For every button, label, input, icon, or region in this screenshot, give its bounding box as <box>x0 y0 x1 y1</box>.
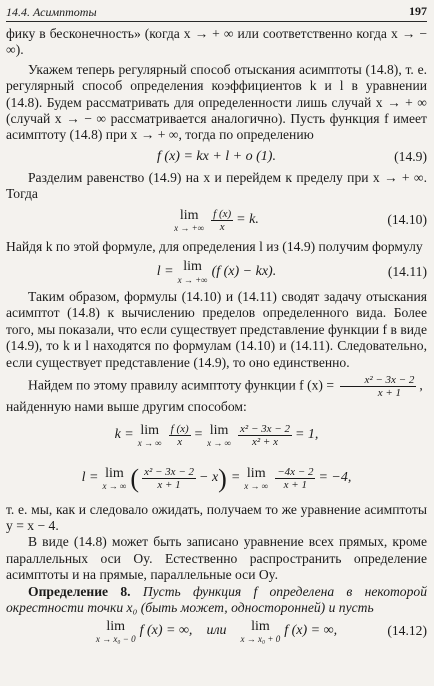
lim-subscript: x → x₀ + 0 <box>240 634 281 645</box>
fraction-denominator: x + 1 <box>157 479 181 491</box>
lim-word: lim <box>183 259 202 275</box>
lim-word: lim <box>140 422 160 438</box>
paragraph-6-comma: , <box>419 377 423 393</box>
fraction-numerator: f (x) <box>170 423 189 435</box>
running-header <box>6 4 427 22</box>
limit-operator <box>178 259 208 284</box>
equation-rhs: = k. <box>236 212 259 228</box>
function-fraction <box>340 374 416 399</box>
page-body <box>6 26 427 646</box>
equation-14-11 <box>6 255 427 289</box>
paragraph-7: т. е. мы, как и следовало ожидать, получаем то же уравнение асимптоты y = x − 4. <box>6 501 427 533</box>
equation-14-9 <box>6 144 427 170</box>
equals-sign: = <box>230 470 241 486</box>
fraction-numerator: x² − 3x − 2 <box>240 423 290 435</box>
calc-l <box>6 456 427 502</box>
equation-14-12-number: (14.12) <box>387 623 427 639</box>
lim-word: lim <box>209 422 229 438</box>
equation-14-10 <box>6 203 427 239</box>
fraction-numerator: x² − 3x − 2 <box>340 374 416 387</box>
calc-l-rhs: = −4, <box>318 470 352 486</box>
lim-subscript: x → ∞ <box>102 481 127 492</box>
lim-word: lim <box>179 207 199 223</box>
lim-word: lim <box>105 465 124 481</box>
limit-expression-right: f (x) = ∞, <box>284 623 338 639</box>
equation-14-11-number: (14.11) <box>387 263 427 279</box>
definition-text: Пусть функция f определена в некоторой окрестности точки x₀ (быть может, односторонней) и пусть <box>6 583 427 615</box>
paragraph-8: В виде (14.8) может быть записано уравнение всех прямых, кроме параллельных оси Oy. Естественно распространить определение асимптоты и на прямые, параллельные оси Oy. <box>6 534 427 583</box>
calc-k <box>6 416 427 456</box>
paragraph-4: Найдя k по этой формуле, для определения l из (14.9) получим формулу <box>6 238 423 254</box>
limit-operator <box>241 619 281 644</box>
limit-operator <box>102 466 126 491</box>
lim-subscript: x → x₀ − 0 <box>95 634 136 645</box>
limit-operator <box>174 208 204 233</box>
right-paren: ) <box>218 463 227 493</box>
or-word: или <box>206 623 227 639</box>
page-number: 197 <box>409 4 427 18</box>
lim-subscript: x → ∞ <box>137 438 162 449</box>
fraction-denominator: x <box>177 436 183 448</box>
fraction-denominator: x² + x <box>252 436 278 448</box>
paragraph-5: Таким образом, формулы (14.10) и (14.11) сводят задачу отыскания асимптот (14.8) к вычислению пределов определенного вида. Более того, мы показали, что если существует представление функции f в виде (14.9), то k и l находятся по формулам (14.10) и (14.11). Следовательно, если существует представление (14.9), то оно единственно. <box>6 289 427 370</box>
fraction <box>169 423 191 448</box>
equation-rhs: (f (x) − kx). <box>211 263 277 279</box>
fraction-denominator: x + 1 <box>283 479 307 491</box>
lim-subscript: x → +∞ <box>174 223 205 234</box>
fraction-numerator: −4x − 2 <box>277 466 314 478</box>
limit-operator <box>96 619 136 644</box>
lim-word: lim <box>251 618 270 634</box>
fraction <box>275 466 315 491</box>
calc-k-rhs: = 1, <box>294 427 319 443</box>
definition-title: Определение 8. <box>28 583 131 599</box>
definition-8 <box>6 584 427 617</box>
lim-subscript: x → ∞ <box>207 438 232 449</box>
fraction-numerator: x² − 3x − 2 <box>144 466 194 478</box>
lim-word: lim <box>106 618 126 634</box>
minus-x: − x <box>199 470 219 486</box>
lim-subscript: x → +∞ <box>177 274 208 285</box>
fraction <box>238 423 292 448</box>
section-title: 14.4. Асимптоты <box>6 5 97 19</box>
fraction-numerator: f (x) <box>213 208 232 221</box>
limit-operator <box>207 423 231 448</box>
limit-expression-left: f (x) = ∞, <box>139 623 193 639</box>
paragraph-1: фику в бесконечность» (когда x → + ∞ или соответственно когда x → − ∞). <box>6 26 427 58</box>
equation-14-9-number: (14.9) <box>394 148 427 164</box>
fraction-denominator: x <box>219 221 225 234</box>
calc-l-lhs: l = <box>81 470 99 486</box>
fraction <box>211 208 233 233</box>
paragraph-2: Укажем теперь регулярный способ отыскания асимптоты (14.8), т. е. регулярный способ определения коэффициентов k и l в уравнении (14.8). Будем рассматривать для определенности лишь случай x → + ∞ (случай x → − ∞ рассматривается аналогично). Пусть функция f имеет асимптоту (14.8) при x → + ∞, тогда по определению <box>6 61 427 143</box>
equation-14-10-number: (14.10) <box>387 212 427 228</box>
fraction <box>142 466 196 491</box>
paragraph-6-text: Найдем по этому правилу асимптоту функции f (x) = <box>28 377 335 393</box>
lim-subscript: x → ∞ <box>244 481 269 492</box>
calc-k-lhs: k = <box>114 427 134 443</box>
fraction-denominator: x + 1 <box>377 387 402 400</box>
equals-sign: = <box>193 427 204 443</box>
equation-14-9-expr: f (x) = kx + l + o (1). <box>157 148 276 164</box>
lim-word: lim <box>246 465 266 481</box>
paragraph-6-continued: найденную нами выше другим способом: <box>6 399 247 415</box>
equation-lhs: l = <box>156 263 174 279</box>
paragraph-3: Разделим равенство (14.9) на x и перейдем к пределу при x → + ∞. Тогда <box>6 169 427 202</box>
paragraph-6 <box>6 374 427 399</box>
limit-operator <box>138 423 162 448</box>
limit-operator <box>244 466 268 491</box>
left-paren: ( <box>130 463 140 493</box>
equation-14-12 <box>6 616 427 646</box>
